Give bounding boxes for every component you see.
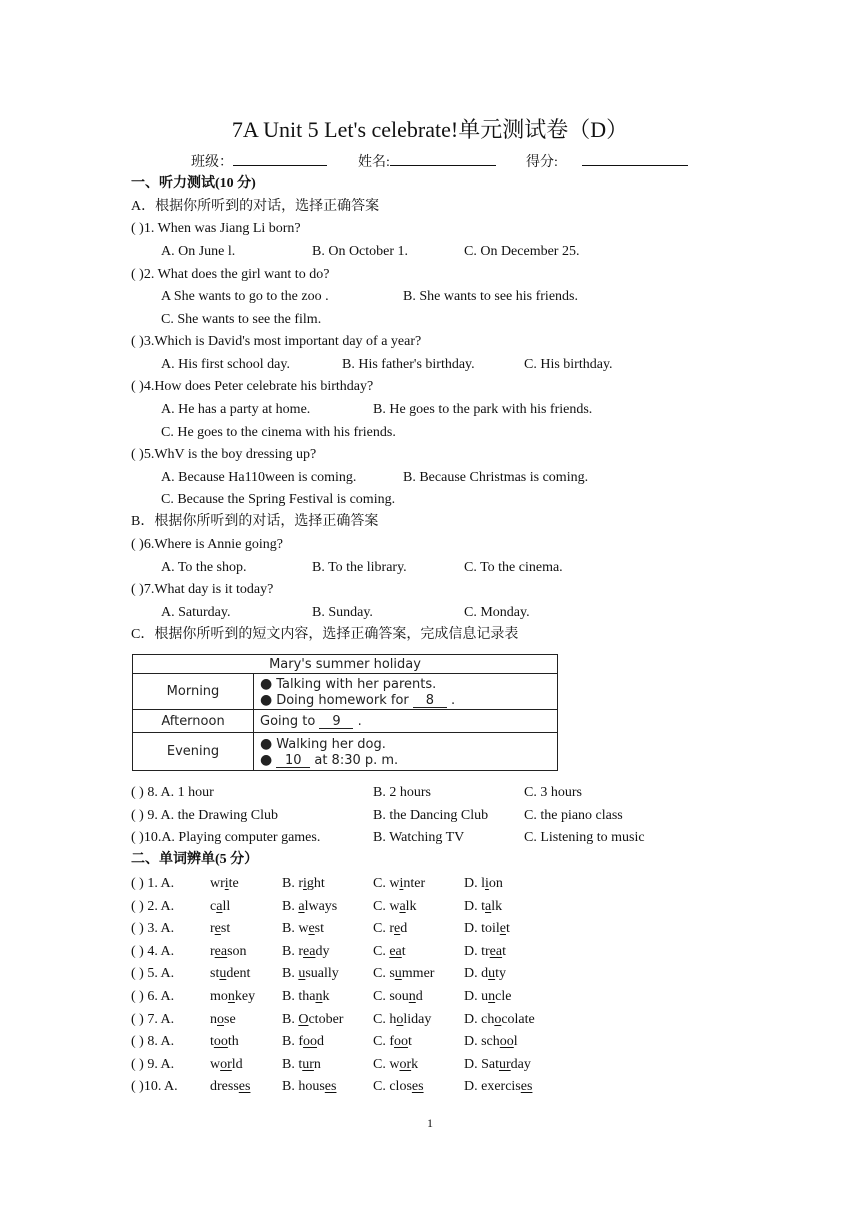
word-part: key	[234, 989, 256, 1004]
question-3: ( )3.Which is David's most important day of a year?	[131, 334, 422, 349]
word-part: st	[210, 966, 220, 982]
evening-label: Evening	[133, 733, 254, 771]
word-part: C. w	[373, 898, 400, 914]
word-option-d	[464, 943, 506, 961]
morning-row	[133, 674, 558, 710]
morning-label: Morning	[133, 674, 254, 710]
word-option-a	[210, 1033, 239, 1051]
underlined-letters: O	[298, 1011, 309, 1027]
q6-option-b: B. To the library.	[312, 560, 407, 575]
morning-item-1: Talking with her parents.	[276, 676, 437, 692]
blank-10[interactable]: 10	[276, 754, 310, 768]
word-part: day	[510, 1056, 531, 1072]
underlined-letters: ur	[499, 1056, 511, 1072]
part-b-instruction: B．根据你所听到的对话，选择正确答案	[131, 514, 379, 529]
word-part: r	[210, 943, 215, 959]
word-option-d	[464, 875, 503, 893]
word-part: D. l	[464, 876, 485, 891]
word-option-b	[282, 875, 325, 893]
word-option-d	[464, 1078, 532, 1096]
q8-option-b: B. 2 hours	[373, 785, 431, 800]
word-part: B. r	[282, 876, 303, 891]
underlined-letters: e	[214, 921, 221, 937]
word-option-a	[210, 988, 255, 1006]
q7-option-a: A. Saturday.	[161, 605, 231, 620]
bullet-icon: ●	[260, 751, 273, 768]
word-question-number: ( ) 6. A.	[131, 989, 175, 1004]
word-part: B. r	[282, 943, 303, 959]
underlined-letters: n	[315, 989, 323, 1004]
q6-option-c: C. To the cinema.	[464, 560, 563, 575]
underlined-letters: n	[227, 989, 235, 1004]
q9-option-c: C. the piano class	[524, 808, 623, 823]
q3-option-c: C. His birthday.	[524, 357, 613, 372]
score-blank[interactable]	[582, 151, 688, 166]
word-part: B. f	[282, 1034, 303, 1050]
word-part: n	[313, 1056, 321, 1072]
word-option-b	[282, 965, 339, 983]
evening-row	[133, 733, 558, 771]
bullet-icon: ●	[260, 735, 273, 752]
word-part: k	[411, 1056, 419, 1072]
word-part: ght	[306, 876, 325, 891]
underlined-letters: u	[394, 966, 402, 982]
word-option-d	[464, 898, 502, 916]
word-part: C. sou	[373, 989, 409, 1004]
question-8: ( ) 8. A. 1 hour	[131, 785, 214, 800]
word-option-a	[210, 920, 230, 938]
word-option-b	[282, 1011, 343, 1029]
word-part: lk	[491, 898, 503, 914]
question-4: ( )4.How does Peter celebrate his birthday?	[131, 379, 374, 394]
name-field	[358, 151, 496, 171]
word-part: B.	[282, 1011, 299, 1027]
word-part: son	[227, 943, 247, 959]
underlined-letters: ea	[389, 943, 402, 959]
word-part: lways	[304, 898, 338, 914]
word-part: D. u	[464, 989, 489, 1004]
name-label: 姓名:	[358, 155, 390, 170]
word-option-b	[282, 920, 324, 938]
word-part: nter	[403, 876, 426, 891]
class-field	[191, 151, 327, 171]
word-part: C. clos	[373, 1079, 412, 1095]
section1-heading: 一、听力测试(10 分)	[131, 176, 256, 191]
underlined-letters: n	[488, 989, 496, 1004]
word-part: C. w	[373, 1056, 400, 1072]
word-option-b	[282, 943, 329, 961]
underlined-letters: e	[394, 921, 401, 937]
afternoon-item: Going to	[260, 713, 316, 729]
word-part: d	[317, 1034, 324, 1050]
word-option-b	[282, 1033, 324, 1051]
word-option-c	[373, 1033, 412, 1051]
word-option-c	[373, 965, 434, 983]
class-blank[interactable]	[233, 151, 327, 166]
word-question-number: ( ) 2. A.	[131, 898, 175, 914]
underlined-letters: o	[217, 1011, 224, 1027]
underlined-letters: a	[216, 898, 223, 914]
word-part: C. f	[373, 1034, 394, 1050]
underlined-letters: u	[298, 966, 306, 982]
word-part: cle	[495, 989, 512, 1004]
word-part: liday	[403, 1011, 432, 1027]
word-option-d	[464, 1011, 535, 1029]
word-part: t	[408, 1034, 412, 1050]
word-option-c	[373, 988, 423, 1006]
word-part: th	[227, 1034, 239, 1050]
q7-option-b: B. Sunday.	[312, 605, 373, 620]
q4-option-b: B. He goes to the park with his friends.	[373, 402, 593, 417]
word-part: lk	[405, 898, 417, 914]
word-part: l	[513, 1034, 518, 1050]
underlined-letters: es	[324, 1079, 337, 1095]
word-part: t	[502, 943, 506, 959]
word-part: D. tr	[464, 943, 490, 959]
word-part: n	[210, 1011, 217, 1027]
q2-option-b: B. She wants to see his friends.	[403, 289, 578, 304]
underlined-letters: e	[499, 921, 506, 937]
underlined-letters: ea	[214, 943, 228, 959]
word-part: k	[322, 989, 330, 1004]
word-part: B. hous	[282, 1079, 325, 1095]
afternoon-content: Going to 9 .	[254, 710, 558, 733]
question-5: ( )5.WhV is the boy dressing up?	[131, 447, 317, 462]
word-part: C.	[373, 943, 390, 959]
morning-content: ● Talking with her parents. ● Doing homework for 8 .	[254, 674, 558, 710]
underlined-letters: a	[485, 898, 492, 914]
word-option-c	[373, 920, 407, 938]
underlined-letters: es	[411, 1079, 424, 1095]
score-label: 得分:	[526, 155, 558, 170]
word-part: d	[415, 989, 423, 1004]
word-option-c	[373, 1011, 431, 1029]
page-number: 1	[427, 1116, 433, 1130]
underlined-letters: es	[520, 1079, 533, 1095]
q1-option-a: A. On June l.	[161, 244, 236, 259]
word-option-c	[373, 875, 425, 893]
word-part: c	[210, 898, 217, 914]
word-question-number: ( ) 4. A.	[131, 943, 175, 959]
word-part: C. w	[373, 876, 400, 891]
word-option-a	[210, 965, 250, 983]
blank-8[interactable]: 8	[413, 694, 447, 708]
underlined-letters: ea	[303, 943, 316, 959]
underlined-letters: ur	[302, 1056, 314, 1072]
word-part: t	[210, 1034, 214, 1050]
underlined-letters: n	[408, 989, 416, 1004]
record-table-header	[133, 655, 558, 674]
word-part: w	[210, 1056, 221, 1072]
underlined-letters: oo	[394, 1034, 408, 1050]
underlined-letters: u	[219, 966, 227, 982]
question-7: ( )7.What day is it today?	[131, 582, 274, 597]
q4-option-a: A. He has a party at home.	[161, 402, 311, 417]
q5-option-b: B. Because Christmas is coming.	[403, 470, 589, 485]
underlined-letters: oo	[213, 1034, 228, 1050]
word-option-b	[282, 1078, 336, 1096]
q3-option-b: B. His father's birthday.	[342, 357, 475, 372]
word-part: B. t	[282, 1056, 303, 1072]
underlined-letters: ea	[489, 943, 503, 959]
word-option-a	[210, 875, 239, 893]
underlined-letters: oo	[499, 1034, 514, 1050]
record-table-title: Mary's summer holiday	[133, 655, 558, 674]
word-option-c	[373, 943, 406, 961]
q9-option-b: B. the Dancing Club	[373, 808, 489, 823]
word-part: st	[314, 921, 325, 937]
word-part: sually	[305, 966, 339, 982]
word-part: D. d	[464, 966, 489, 982]
underlined-letters: e	[308, 921, 315, 937]
evening-content	[254, 733, 558, 771]
underlined-letters: i	[399, 876, 404, 891]
word-part: ty	[495, 966, 507, 982]
word-question-number: ( )10. A.	[131, 1079, 178, 1095]
word-part: r	[210, 921, 215, 937]
bullet-icon: ●	[260, 675, 273, 692]
underlined-letters: i	[224, 876, 229, 891]
q2-option-c: C. She wants to see the film.	[161, 312, 322, 327]
word-option-a	[210, 943, 247, 961]
word-part: ctober	[308, 1011, 344, 1027]
evening-item-1: Walking her dog.	[276, 736, 386, 752]
word-option-d	[464, 965, 506, 983]
word-question-number: ( ) 1. A.	[131, 876, 175, 891]
word-question-number: ( ) 7. A.	[131, 1011, 175, 1027]
word-part: dress	[210, 1079, 239, 1095]
q10-option-c: C. Listening to music	[524, 830, 645, 845]
q1-option-c: C. On December 25.	[464, 244, 580, 259]
underlined-letters: or	[220, 1056, 232, 1072]
word-option-a	[210, 1078, 250, 1096]
underlined-letters: o	[396, 1011, 404, 1027]
word-question-number: ( ) 9. A.	[131, 1056, 175, 1072]
word-part: st	[220, 921, 231, 937]
word-part: dy	[315, 943, 330, 959]
word-part: C. r	[373, 921, 394, 937]
section2-heading: 二、单词辨单(5 分）	[131, 852, 259, 867]
word-part: d	[400, 921, 408, 937]
underlined-letters: o	[494, 1011, 502, 1027]
word-part: C. h	[373, 1011, 397, 1027]
word-question-number: ( ) 3. A.	[131, 921, 175, 937]
blank-9[interactable]: 9	[319, 715, 353, 729]
q4-option-c: C. He goes to the cinema with his friends.	[161, 425, 396, 440]
q7-option-c: C. Monday.	[464, 605, 530, 620]
word-option-a	[210, 1056, 243, 1074]
word-part: mo	[210, 989, 228, 1004]
question-1: ( )1. When was Jiang Li born?	[131, 221, 301, 236]
underlined-letters: a	[399, 898, 406, 914]
word-part: t	[506, 921, 510, 937]
word-option-d	[464, 988, 511, 1006]
word-part: te	[228, 876, 239, 891]
score-field	[526, 151, 688, 171]
word-part: dent	[226, 966, 251, 982]
q2-option-a: A She wants to go to the zoo .	[161, 289, 329, 304]
afternoon-row	[133, 710, 558, 733]
record-table	[132, 654, 558, 771]
part-a-instruction: A．根据你所听到的对话，选择正确答案	[131, 199, 380, 214]
morning-item-2: Doing homework for	[276, 692, 409, 708]
word-part: B. w	[282, 921, 309, 937]
word-part: se	[224, 1011, 236, 1027]
word-question-number: ( ) 8. A.	[131, 1034, 175, 1050]
underlined-letters: es	[238, 1079, 251, 1095]
underlined-letters: oo	[303, 1034, 317, 1050]
word-part: C. s	[373, 966, 395, 982]
q5-option-c: C. Because the Spring Festival is coming.	[161, 492, 396, 507]
word-option-a	[210, 898, 230, 916]
word-part: D. t	[464, 898, 485, 914]
name-blank[interactable]	[390, 151, 496, 166]
question-6: ( )6.Where is Annie going?	[131, 537, 284, 552]
word-part: D. sch	[464, 1034, 500, 1050]
underlined-letters: or	[399, 1056, 412, 1072]
word-option-c	[373, 1078, 424, 1096]
word-part: D. Sat	[464, 1056, 499, 1072]
afternoon-label: Afternoon	[133, 710, 254, 733]
word-option-b	[282, 898, 337, 916]
word-option-d	[464, 920, 510, 938]
word-part: B.	[282, 898, 299, 914]
word-part: B. tha	[282, 989, 316, 1004]
q8-option-c: C. 3 hours	[524, 785, 582, 800]
question-10: ( )10.A. Playing computer games.	[131, 830, 321, 845]
word-question-number: ( ) 5. A.	[131, 966, 175, 982]
word-part: D. exercis	[464, 1079, 521, 1095]
page-title: 7A Unit 5 Let's celebrate!单元测试卷（D）	[231, 117, 629, 142]
word-part: D. ch	[464, 1011, 495, 1027]
word-part: ld	[231, 1056, 243, 1072]
word-part: B.	[282, 966, 299, 982]
class-label: 班级：	[191, 155, 233, 170]
q6-option-a: A. To the shop.	[161, 560, 247, 575]
q5-option-a: A. Because Ha110ween is coming.	[161, 470, 357, 485]
underlined-letters: i	[303, 876, 307, 891]
underlined-letters: i	[485, 876, 489, 891]
question-9: ( ) 9. A. the Drawing Club	[131, 808, 278, 823]
word-part: D. toil	[464, 921, 500, 937]
word-option-b	[282, 988, 329, 1006]
question-2: ( )2. What does the girl want to do?	[131, 267, 330, 282]
word-option-c	[373, 1056, 418, 1074]
word-option-d	[464, 1033, 518, 1051]
underlined-letters: a	[298, 898, 305, 914]
word-option-d	[464, 1056, 531, 1074]
word-part: t	[401, 943, 406, 959]
q1-option-b: B. On October 1.	[312, 244, 409, 259]
word-option-b	[282, 1056, 321, 1074]
part-c-instruction: C．根据你所听到的短文内容，选择正确答案，完成信息记录表	[131, 627, 519, 642]
bullet-icon: ●	[260, 691, 273, 708]
word-part: colate	[501, 1011, 535, 1027]
word-option-a	[210, 1011, 236, 1029]
word-part: on	[488, 876, 503, 891]
word-part: wr	[210, 876, 225, 891]
word-part: mmer	[401, 966, 435, 982]
q10-option-b: B. Watching TV	[373, 830, 465, 845]
underlined-letters: u	[488, 966, 496, 982]
word-part: ll	[222, 898, 231, 914]
evening-item-2: at 8:30 p. m.	[314, 752, 399, 768]
q3-option-a: A. His first school day.	[161, 357, 290, 372]
word-option-c	[373, 898, 417, 916]
